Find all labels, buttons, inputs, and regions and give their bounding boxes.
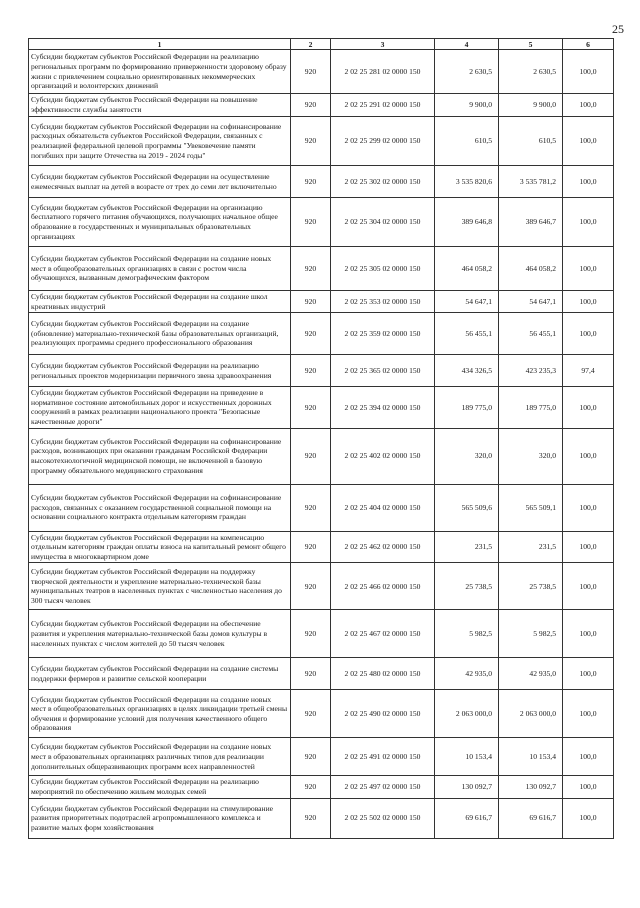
row-executed-amount: 464 058,2 — [499, 247, 563, 291]
budget-table — [28, 38, 614, 839]
row-description: Субсидии бюджетам субъектов Российской Федерации на создание системы поддержки фермеров и развитие сельской кооперации — [29, 658, 291, 690]
row-admin-code: 920 — [291, 798, 331, 838]
row-execution-percent: 100,0 — [563, 690, 614, 738]
row-executed-amount: 389 646,7 — [499, 198, 563, 247]
row-description: Субсидии бюджетам субъектов Российской Федерации на софинансирование расходов, связанных с оказанием государственной социальной помощи на основании социального контракта отдельным категориям граждан — [29, 484, 291, 531]
table-row — [29, 94, 614, 117]
row-description: Субсидии бюджетам субъектов Российской Федерации на создание новых мест в образовательных организациях различных типов для реализации дополнительных общеразвивающих программ всех направленностей — [29, 738, 291, 776]
table-row — [29, 117, 614, 166]
row-executed-amount: 5 982,5 — [499, 610, 563, 658]
row-budget-code: 2 02 25 353 02 0000 150 — [331, 291, 435, 313]
table-row — [29, 738, 614, 776]
row-executed-amount: 423 235,3 — [499, 355, 563, 387]
row-execution-percent: 100,0 — [563, 428, 614, 484]
table-row — [29, 428, 614, 484]
row-admin-code: 920 — [291, 50, 331, 94]
row-execution-percent: 100,0 — [563, 738, 614, 776]
row-executed-amount: 320,0 — [499, 428, 563, 484]
table-row — [29, 291, 614, 313]
table-row — [29, 313, 614, 355]
row-executed-amount: 130 092,7 — [499, 776, 563, 798]
row-description: Субсидии бюджетам субъектов Российской Федерации на поддержку творческой деятельности и укрепление материально-технической базы муниципальных театров в населенных пунктах с численностью населения до 300 тысяч человек — [29, 563, 291, 610]
row-budget-code: 2 02 25 491 02 0000 150 — [331, 738, 435, 776]
page-number: 25 — [612, 22, 624, 36]
row-description: Субсидии бюджетам субъектов Российской Федерации на создание новых мест в общеобразовательных организациях в связи с ростом числа обучающихся, вызванным демографическим фактором — [29, 247, 291, 291]
table-body — [29, 50, 614, 839]
row-budget-code: 2 02 25 359 02 0000 150 — [331, 313, 435, 355]
header-col-3: 3 — [331, 39, 435, 50]
header-col-5: 5 — [499, 39, 563, 50]
row-execution-percent: 100,0 — [563, 563, 614, 610]
row-executed-amount: 565 509,1 — [499, 484, 563, 531]
row-executed-amount: 10 153,4 — [499, 738, 563, 776]
table-header — [29, 39, 614, 50]
row-executed-amount: 25 738,5 — [499, 563, 563, 610]
row-planned-amount: 231,5 — [435, 531, 499, 563]
row-executed-amount: 56 455,1 — [499, 313, 563, 355]
row-admin-code: 920 — [291, 387, 331, 428]
row-description: Субсидии бюджетам субъектов Российской Федерации на обеспечение развития и укрепления материально-технической базы домов культуры в населенных пунктах с числом жителей до 50 тысяч человек — [29, 610, 291, 658]
row-executed-amount: 9 900,0 — [499, 94, 563, 117]
row-execution-percent: 100,0 — [563, 610, 614, 658]
row-description: Субсидии бюджетам субъектов Российской Федерации на создание новых мест в общеобразовательных организациях в целях ликвидации третьей смены обучения и формирование условий для получения качественного общего образования — [29, 690, 291, 738]
row-description: Субсидии бюджетам субъектов Российской Федерации на создание (обновление) материально-технической базы образовательных организаций, реализующих программы среднего профессионального образования — [29, 313, 291, 355]
row-planned-amount: 565 509,6 — [435, 484, 499, 531]
table-row — [29, 198, 614, 247]
row-description: Субсидии бюджетам субъектов Российской Федерации на софинансирование расходных обязательств субъектов Российской Федерации, связанных с реализацией федеральной целевой программы "Увековечение памяти погибших при защите Отечества на 2019 - 2024 годы" — [29, 117, 291, 166]
table-row — [29, 563, 614, 610]
row-admin-code: 920 — [291, 355, 331, 387]
row-budget-code: 2 02 25 365 02 0000 150 — [331, 355, 435, 387]
table-row — [29, 484, 614, 531]
table-row — [29, 387, 614, 428]
row-admin-code: 920 — [291, 198, 331, 247]
row-description: Субсидии бюджетам субъектов Российской Федерации на реализацию региональных программ по формированию приверженности здоровому образу жизни с привлечением социально ориентированных некоммерческих организаций и волонтерских движений — [29, 50, 291, 94]
row-planned-amount: 69 616,7 — [435, 798, 499, 838]
table-row — [29, 355, 614, 387]
row-budget-code: 2 02 25 490 02 0000 150 — [331, 690, 435, 738]
header-row — [29, 39, 614, 50]
row-description: Субсидии бюджетам субъектов Российской Федерации на реализацию региональных проектов модернизации первичного звена здравоохранения — [29, 355, 291, 387]
row-execution-percent: 100,0 — [563, 387, 614, 428]
row-admin-code: 920 — [291, 166, 331, 198]
row-execution-percent: 100,0 — [563, 658, 614, 690]
row-executed-amount: 69 616,7 — [499, 798, 563, 838]
header-col-1: 1 — [29, 39, 291, 50]
row-description: Субсидии бюджетам субъектов Российской Федерации на осуществление ежемесячных выплат на детей в возрасте от трех до семи лет включительно — [29, 166, 291, 198]
row-execution-percent: 100,0 — [563, 776, 614, 798]
row-execution-percent: 97,4 — [563, 355, 614, 387]
row-execution-percent: 100,0 — [563, 198, 614, 247]
row-planned-amount: 10 153,4 — [435, 738, 499, 776]
row-admin-code: 920 — [291, 658, 331, 690]
row-budget-code: 2 02 25 305 02 0000 150 — [331, 247, 435, 291]
row-budget-code: 2 02 25 480 02 0000 150 — [331, 658, 435, 690]
row-description: Субсидии бюджетам субъектов Российской Федерации на софинансирование расходов, возникающих при оказании гражданам Российской Федерации высокотехнологичной медицинской помощи, не включенной в базовую программу обязательного медицинского страхования — [29, 428, 291, 484]
row-execution-percent: 100,0 — [563, 247, 614, 291]
row-description: Субсидии бюджетам субъектов Российской Федерации на повышение эффективности службы занятости — [29, 94, 291, 117]
row-planned-amount: 610,5 — [435, 117, 499, 166]
row-executed-amount: 610,5 — [499, 117, 563, 166]
row-planned-amount: 5 982,5 — [435, 610, 499, 658]
row-admin-code: 920 — [291, 247, 331, 291]
header-col-4: 4 — [435, 39, 499, 50]
row-budget-code: 2 02 25 497 02 0000 150 — [331, 776, 435, 798]
row-admin-code: 920 — [291, 690, 331, 738]
row-description: Субсидии бюджетам субъектов Российской Федерации на компенсацию отдельным категориям граждан оплаты взноса на капитальный ремонт общего имущества в многоквартирном доме — [29, 531, 291, 563]
row-budget-code: 2 02 25 402 02 0000 150 — [331, 428, 435, 484]
row-admin-code: 920 — [291, 428, 331, 484]
row-budget-code: 2 02 25 466 02 0000 150 — [331, 563, 435, 610]
row-description: Субсидии бюджетам субъектов Российской Федерации на организацию бесплатного горячего питания обучающихся, получающих начальное общее образование в государственных и муниципальных образовательных организациях — [29, 198, 291, 247]
header-col-2: 2 — [291, 39, 331, 50]
row-executed-amount: 189 775,0 — [499, 387, 563, 428]
row-planned-amount: 130 092,7 — [435, 776, 499, 798]
table-row — [29, 690, 614, 738]
header-col-6: 6 — [563, 39, 614, 50]
row-execution-percent: 100,0 — [563, 531, 614, 563]
table-row — [29, 50, 614, 94]
row-planned-amount: 56 455,1 — [435, 313, 499, 355]
row-admin-code: 920 — [291, 117, 331, 166]
row-planned-amount: 2 630,5 — [435, 50, 499, 94]
row-planned-amount: 464 058,2 — [435, 247, 499, 291]
row-budget-code: 2 02 25 281 02 0000 150 — [331, 50, 435, 94]
row-budget-code: 2 02 25 404 02 0000 150 — [331, 484, 435, 531]
row-budget-code: 2 02 25 467 02 0000 150 — [331, 610, 435, 658]
row-planned-amount: 320,0 — [435, 428, 499, 484]
table-row — [29, 531, 614, 563]
row-budget-code: 2 02 25 502 02 0000 150 — [331, 798, 435, 838]
row-planned-amount: 25 738,5 — [435, 563, 499, 610]
row-admin-code: 920 — [291, 531, 331, 563]
row-executed-amount: 54 647,1 — [499, 291, 563, 313]
table-row — [29, 798, 614, 838]
row-budget-code: 2 02 25 394 02 0000 150 — [331, 387, 435, 428]
row-execution-percent: 100,0 — [563, 166, 614, 198]
row-admin-code: 920 — [291, 563, 331, 610]
row-executed-amount: 3 535 781,2 — [499, 166, 563, 198]
table-row — [29, 247, 614, 291]
row-planned-amount: 9 900,0 — [435, 94, 499, 117]
table-row — [29, 166, 614, 198]
row-executed-amount: 2 630,5 — [499, 50, 563, 94]
row-admin-code: 920 — [291, 776, 331, 798]
table-row — [29, 610, 614, 658]
row-description: Субсидии бюджетам субъектов Российской Федерации на приведение в нормативное состояние автомобильных дорог и искусственных дорожных сооружений в рамках реализации национального проекта "Безопасные качественные дороги" — [29, 387, 291, 428]
row-planned-amount: 3 535 820,6 — [435, 166, 499, 198]
row-planned-amount: 189 775,0 — [435, 387, 499, 428]
row-planned-amount: 2 063 000,0 — [435, 690, 499, 738]
row-budget-code: 2 02 25 299 02 0000 150 — [331, 117, 435, 166]
row-execution-percent: 100,0 — [563, 117, 614, 166]
row-budget-code: 2 02 25 302 02 0000 150 — [331, 166, 435, 198]
row-executed-amount: 2 063 000,0 — [499, 690, 563, 738]
row-description: Субсидии бюджетам субъектов Российской Федерации на реализацию мероприятий по обеспечению жильем молодых семей — [29, 776, 291, 798]
row-execution-percent: 100,0 — [563, 484, 614, 531]
row-planned-amount: 42 935,0 — [435, 658, 499, 690]
row-admin-code: 920 — [291, 94, 331, 117]
row-description: Субсидии бюджетам субъектов Российской Федерации на создание школ креативных индустрий — [29, 291, 291, 313]
table-row — [29, 658, 614, 690]
row-executed-amount: 42 935,0 — [499, 658, 563, 690]
row-admin-code: 920 — [291, 610, 331, 658]
row-budget-code: 2 02 25 291 02 0000 150 — [331, 94, 435, 117]
row-admin-code: 920 — [291, 738, 331, 776]
row-execution-percent: 100,0 — [563, 798, 614, 838]
row-description: Субсидии бюджетам субъектов Российской Федерации на стимулирование развития приоритетных подотраслей агропромышленного комплекса и развитие малых форм хозяйствования — [29, 798, 291, 838]
row-execution-percent: 100,0 — [563, 313, 614, 355]
row-executed-amount: 231,5 — [499, 531, 563, 563]
row-planned-amount: 434 326,5 — [435, 355, 499, 387]
row-admin-code: 920 — [291, 313, 331, 355]
row-execution-percent: 100,0 — [563, 50, 614, 94]
row-budget-code: 2 02 25 462 02 0000 150 — [331, 531, 435, 563]
table-row — [29, 776, 614, 798]
row-planned-amount: 54 647,1 — [435, 291, 499, 313]
row-admin-code: 920 — [291, 291, 331, 313]
row-budget-code: 2 02 25 304 02 0000 150 — [331, 198, 435, 247]
row-execution-percent: 100,0 — [563, 291, 614, 313]
row-execution-percent: 100,0 — [563, 94, 614, 117]
row-admin-code: 920 — [291, 484, 331, 531]
row-planned-amount: 389 646,8 — [435, 198, 499, 247]
